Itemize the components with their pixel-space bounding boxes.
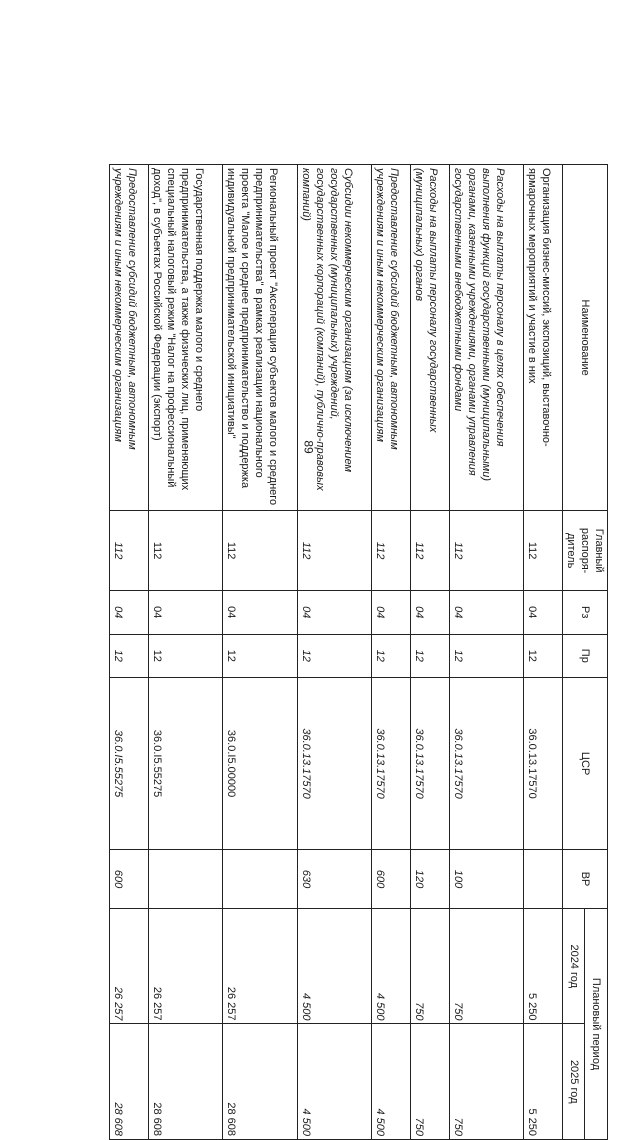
row-2024-cell: 26 257	[149, 909, 223, 1024]
row-2024-cell: 750	[449, 909, 523, 1024]
row-rz-cell: 04	[449, 590, 523, 634]
row-vr-cell	[524, 850, 563, 909]
row-vr-cell	[149, 850, 223, 909]
row-2025-cell: 4 500	[297, 1024, 371, 1140]
page-number: 89	[301, 440, 316, 454]
row-vr-cell: 120	[410, 850, 449, 909]
row-name-cell: Предоставление субсидий бюджетным, автономным учреждениям и иным некоммерческим организациям	[371, 165, 410, 511]
table-row	[371, 165, 410, 1140]
table-body	[110, 165, 563, 1140]
table-row	[524, 165, 563, 1140]
row-rz-cell: 04	[223, 590, 297, 634]
col-header-rz: Рз	[563, 590, 608, 634]
col-header-2024: 2024 год	[563, 909, 586, 1024]
row-csr-cell: 36.0.13.17570	[297, 678, 371, 850]
row-vr-cell: 100	[449, 850, 523, 909]
row-2025-cell: 28 608	[149, 1024, 223, 1140]
row-pr-cell: 12	[149, 634, 223, 678]
row-gr-cell: 112	[149, 511, 223, 591]
table-row	[297, 165, 371, 1140]
row-pr-cell: 12	[449, 634, 523, 678]
col-header-gr: Главный распоря-дитель	[563, 511, 608, 591]
col-header-vr: ВР	[563, 850, 608, 909]
row-name-cell: Расходы на выплаты персоналу в целях обеспечения выполнения функций государственными (муниципальными) органами, казенными учреждениями, органами управления государственными внебюджетными фондами	[449, 165, 523, 511]
table-row	[110, 165, 149, 1140]
col-header-pr: Пр	[563, 634, 608, 678]
row-2025-cell: 28 608	[223, 1024, 297, 1140]
row-name-cell: Государственная поддержка малого и среднего предпринимательства, а также физических лиц, применяющих специальный налоговый режим "Налог на профессиональный доход", в субъектах Российской Федерации (экспорт)	[149, 165, 223, 511]
row-2024-cell: 26 257	[110, 909, 149, 1024]
row-csr-cell: 36.0.13.17570	[410, 678, 449, 850]
row-2025-cell: 750	[410, 1024, 449, 1140]
row-2025-cell: 750	[449, 1024, 523, 1140]
row-csr-cell: 36.0.13.17570	[371, 678, 410, 850]
col-header-period: Плановый период	[585, 909, 608, 1140]
row-name-cell: Расходы на выплаты персоналу государственных (муниципальных) органов	[410, 165, 449, 511]
row-vr-cell	[223, 850, 297, 909]
row-rz-cell: 04	[110, 590, 149, 634]
row-pr-cell: 12	[223, 634, 297, 678]
table-row	[449, 165, 523, 1140]
row-pr-cell: 12	[371, 634, 410, 678]
table-row	[149, 165, 223, 1140]
col-header-2025: 2025 год	[563, 1024, 586, 1140]
row-name-cell: Организация бизнес-миссий, экспозиций, выставочно-ярмарочных мероприятий и участие в них	[524, 165, 563, 511]
row-rz-cell: 04	[524, 590, 563, 634]
row-rz-cell: 04	[297, 590, 371, 634]
row-2025-cell: 5 250	[524, 1024, 563, 1140]
row-rz-cell: 04	[149, 590, 223, 634]
row-2025-cell: 28 608	[110, 1024, 149, 1140]
row-csr-cell: 36.0.I5.00000	[223, 678, 297, 850]
row-gr-cell: 112	[110, 511, 149, 591]
row-2024-cell: 750	[410, 909, 449, 1024]
row-gr-cell: 112	[223, 511, 297, 591]
row-rz-cell: 04	[371, 590, 410, 634]
budget-table	[109, 164, 608, 1140]
row-pr-cell: 12	[110, 634, 149, 678]
row-pr-cell: 12	[297, 634, 371, 678]
row-vr-cell: 600	[110, 850, 149, 909]
row-csr-cell: 36.0.13.17570	[524, 678, 563, 850]
row-vr-cell: 600	[371, 850, 410, 909]
row-2024-cell: 5 250	[524, 909, 563, 1024]
row-gr-cell: 112	[449, 511, 523, 591]
col-header-csr: ЦСР	[563, 678, 608, 850]
col-header-name: Наименование	[563, 165, 608, 511]
row-csr-cell: 36.0.13.17570	[449, 678, 523, 850]
row-pr-cell: 12	[524, 634, 563, 678]
row-2024-cell: 4 500	[371, 909, 410, 1024]
row-vr-cell: 630	[297, 850, 371, 909]
row-csr-cell: 36.0.I5.55275	[149, 678, 223, 850]
budget-table-rotated	[112, 60, 608, 1140]
row-pr-cell: 12	[410, 634, 449, 678]
row-name-cell: Субсидии некоммерческим организациям (за исключением государственных (муниципальных) учреждений, государственных корпораций (компаний), публично-правовых компаний)	[297, 165, 371, 511]
row-2025-cell: 4 500	[371, 1024, 410, 1140]
row-rz-cell: 04	[410, 590, 449, 634]
row-2024-cell: 4 500	[297, 909, 371, 1024]
row-gr-cell: 112	[371, 511, 410, 591]
row-2024-cell: 26 257	[223, 909, 297, 1024]
row-csr-cell: 36.0.I5.55275	[110, 678, 149, 850]
row-gr-cell: 112	[297, 511, 371, 591]
row-name-cell: Региональный проект "Акселерация субъектов малого и среднего предпринимательства" в рамках реализации национального проекта "Малое и среднее предпринимательство и поддержка индивидуальной предпринимательской инициативы"	[223, 165, 297, 511]
row-gr-cell: 112	[410, 511, 449, 591]
header-row-1	[585, 165, 608, 1140]
table-row	[223, 165, 297, 1140]
table-row	[410, 165, 449, 1140]
row-name-cell: Предоставление субсидий бюджетным, автономным учреждениям и иным некоммерческим организациям	[110, 165, 149, 511]
row-gr-cell: 112	[524, 511, 563, 591]
